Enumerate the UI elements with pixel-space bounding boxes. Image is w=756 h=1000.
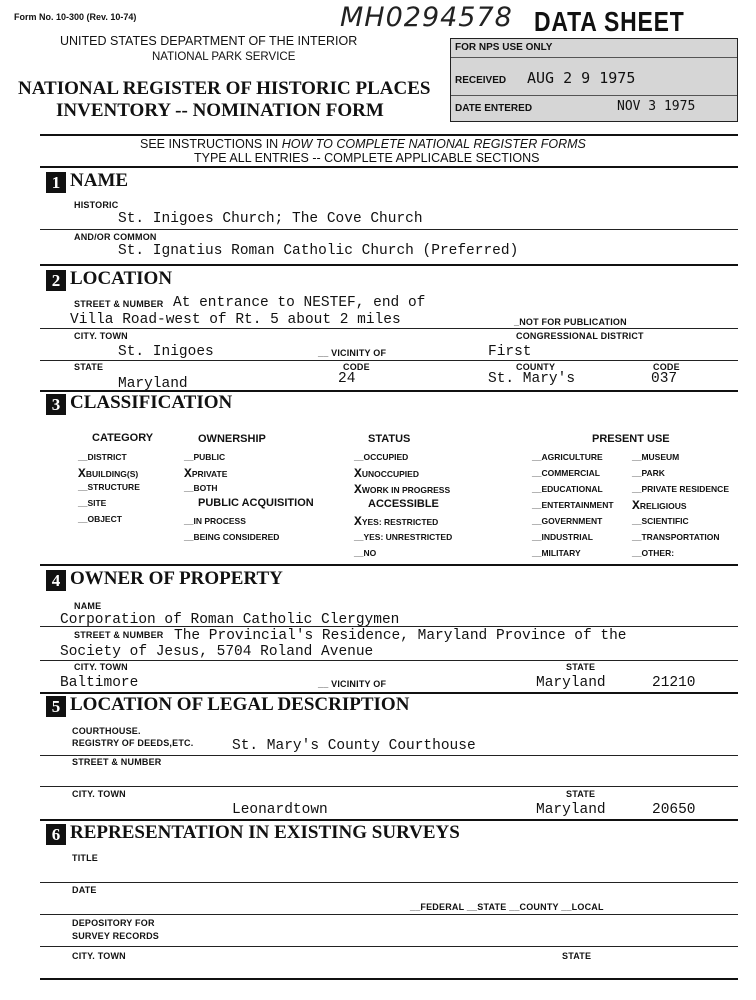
survey-levels: __FEDERAL __STATE __COUNTY __LOCAL — [410, 902, 604, 912]
section-3-title: CLASSIFICATION — [70, 392, 233, 413]
form-title-line2: INVENTORY -- NOMINATION FORM — [56, 100, 384, 121]
accessible-no[interactable]: __NO — [354, 548, 377, 558]
public-acquisition-being-considered[interactable]: __BEING CONSIDERED — [184, 532, 280, 542]
courthouse-label-2: REGISTRY OF DEEDS,ETC. — [72, 738, 194, 748]
location-state-label: STATE — [74, 362, 104, 372]
location-city-label: CITY. TOWN — [74, 331, 128, 341]
category-district[interactable]: __DISTRICT — [78, 452, 127, 462]
use-park[interactable]: __PARK — [632, 468, 665, 478]
owner-street-value-1: The Provincial's Residence, Maryland Province of the — [174, 628, 627, 644]
accessible-yes-restricted[interactable]: XYES: RESTRICTED — [354, 514, 439, 529]
nps-use-stamp-box — [450, 38, 738, 122]
instructions-line2: TYPE ALL ENTRIES -- COMPLETE APPLICABLE SECTIONS — [194, 151, 540, 165]
status-occupied[interactable]: __OCCUPIED — [354, 452, 409, 462]
use-industrial[interactable]: __INDUSTRIAL — [532, 532, 593, 542]
ownership-heading: OWNERSHIP — [198, 433, 266, 445]
checked-mark: X — [354, 514, 362, 529]
category-object[interactable]: __OBJECT — [78, 514, 122, 524]
use-scientific[interactable]: __SCIENTIFIC — [632, 516, 689, 526]
owner-street-value-2: Society of Jesus, 5704 Roland Avenue — [60, 644, 374, 660]
survey-date-label: DATE — [72, 885, 97, 895]
legal-zip-value: 20650 — [652, 802, 696, 818]
legal-city-value: Leonardtown — [232, 802, 328, 818]
date-entered-value: NOV 3 1975 — [617, 99, 696, 114]
ownership-private[interactable]: XPRIVATE — [184, 466, 228, 481]
category-structure[interactable]: __STRUCTURE — [78, 482, 140, 492]
use-entertainment[interactable]: __ENTERTAINMENT — [532, 500, 614, 510]
location-state-value: Maryland — [118, 376, 188, 392]
section-2-number: 2 — [46, 270, 66, 291]
common-name-value: St. Ignatius Roman Catholic Church (Preferred) — [118, 243, 519, 259]
status-unoccupied[interactable]: XUNOCCUPIED — [354, 466, 419, 481]
data-sheet-label: DATA SHEET — [534, 6, 685, 37]
checked-mark: X — [632, 498, 640, 513]
accessible-yes-unrestricted[interactable]: __YES: UNRESTRICTED — [354, 532, 453, 542]
ownership-both[interactable]: __BOTH — [184, 483, 218, 493]
public-acquisition-heading: PUBLIC ACQUISITION — [198, 497, 314, 509]
ownership-public[interactable]: __PUBLIC — [184, 452, 226, 462]
owner-city-value: Baltimore — [60, 675, 139, 691]
owner-zip-value: 21210 — [652, 675, 696, 691]
section-4-title: OWNER OF PROPERTY — [70, 568, 283, 589]
historic-name-value: St. Inigoes Church; The Cove Church — [118, 211, 423, 227]
checked-mark: X — [354, 466, 362, 481]
use-agriculture[interactable]: __AGRICULTURE — [532, 452, 603, 462]
section-6-title: REPRESENTATION IN EXISTING SURVEYS — [70, 822, 460, 843]
use-private-residence[interactable]: __PRIVATE RESIDENCE — [632, 484, 729, 494]
service-name: NATIONAL PARK SERVICE — [152, 51, 296, 63]
section-5-number: 5 — [46, 696, 66, 717]
location-code-value: 24 — [338, 371, 356, 387]
owner-vicinity-label: __ VICINITY OF — [318, 679, 387, 689]
owner-street-label: STREET & NUMBER — [74, 630, 164, 640]
use-transportation[interactable]: __TRANSPORTATION — [632, 532, 720, 542]
location-street-value-1: At entrance to NESTEF, end of — [173, 295, 426, 311]
accessible-heading: ACCESSIBLE — [368, 498, 439, 510]
depository-label-1: DEPOSITORY FOR — [72, 918, 155, 928]
courthouse-label-1: COURTHOUSE. — [72, 726, 141, 736]
section-1-number: 1 — [46, 172, 66, 193]
owner-state-label: STATE — [566, 662, 596, 672]
section-6-number: 6 — [46, 824, 66, 845]
department-name: UNITED STATES DEPARTMENT OF THE INTERIOR — [60, 34, 358, 48]
legal-state-label: STATE — [566, 789, 596, 799]
category-heading: CATEGORY — [92, 432, 154, 444]
location-street-value-2: Villa Road-west of Rt. 5 about 2 miles — [70, 312, 401, 328]
courthouse-value: St. Mary's County Courthouse — [232, 738, 476, 754]
handwritten-id: MH0294578 — [340, 2, 513, 33]
legal-state-value: Maryland — [536, 802, 606, 818]
use-other[interactable]: __OTHER: — [632, 548, 675, 558]
section-3-number: 3 — [46, 394, 66, 415]
checked-mark: X — [354, 482, 362, 497]
instructions-line1: SEE INSTRUCTIONS IN HOW TO COMPLETE NATIONAL REGISTER FORMS — [140, 137, 586, 151]
location-county-value: St. Mary's — [488, 371, 576, 387]
location-city-value: St. Inigoes — [118, 344, 214, 360]
present-use-heading: PRESENT USE — [592, 433, 670, 445]
use-commercial[interactable]: __COMMERCIAL — [532, 468, 601, 478]
not-for-publication-label: _NOT FOR PUBLICATION — [514, 317, 627, 327]
location-county-code-label: CODE — [653, 362, 680, 372]
location-street-label: STREET & NUMBER — [74, 299, 164, 309]
checked-mark: X — [184, 466, 192, 481]
use-museum[interactable]: __MUSEUM — [632, 452, 680, 462]
section-5-title: LOCATION OF LEGAL DESCRIPTION — [70, 694, 410, 715]
section-1-title: NAME — [70, 170, 129, 191]
use-military[interactable]: __MILITARY — [532, 548, 581, 558]
legal-city-label: CITY. TOWN — [72, 789, 126, 799]
form-number: Form No. 10-300 (Rev. 10-74) — [14, 12, 137, 22]
owner-city-label: CITY. TOWN — [74, 662, 128, 672]
received-label: RECEIVED — [455, 75, 507, 86]
owner-name-label: NAME — [74, 601, 102, 611]
location-code-label: CODE — [343, 362, 370, 372]
status-heading: STATUS — [368, 433, 411, 445]
owner-name-value: Corporation of Roman Catholic Clergymen — [60, 612, 400, 628]
survey-city-label: CITY. TOWN — [72, 951, 126, 961]
owner-state-value: Maryland — [536, 675, 606, 691]
section-4-number: 4 — [46, 570, 66, 591]
congressional-district-label: CONGRESSIONAL DISTRICT — [516, 331, 644, 341]
category-site[interactable]: __SITE — [78, 498, 107, 508]
location-vicinity-label: __ VICINITY OF — [318, 348, 387, 358]
location-county-label: COUNTY — [516, 362, 556, 372]
survey-state-label: STATE — [562, 951, 592, 961]
depository-label-2: SURVEY RECORDS — [72, 931, 159, 941]
use-religious[interactable]: XRELIGIOUS — [632, 498, 687, 513]
congressional-district-value: First — [488, 344, 532, 360]
location-county-code-value: 037 — [651, 371, 678, 387]
section-2-title: LOCATION — [70, 268, 173, 289]
use-government[interactable]: __GOVERNMENT — [532, 516, 603, 526]
legal-street-label: STREET & NUMBER — [72, 757, 162, 767]
form-title-line1: NATIONAL REGISTER OF HISTORIC PLACES — [18, 78, 431, 99]
date-entered-label: DATE ENTERED — [455, 103, 533, 114]
checked-mark: X — [78, 466, 86, 481]
public-acquisition-in-process[interactable]: __IN PROCESS — [184, 516, 246, 526]
historic-label: HISTORIC — [74, 200, 119, 210]
survey-title-label: TITLE — [72, 853, 98, 863]
common-label: AND/OR COMMON — [74, 232, 157, 242]
category-buildings[interactable]: XBUILDING(S) — [78, 466, 139, 481]
received-date: AUG 2 9 1975 — [527, 69, 636, 87]
use-educational[interactable]: __EDUCATIONAL — [532, 484, 603, 494]
nps-use-label: FOR NPS USE ONLY — [455, 42, 553, 53]
status-work-in-progress[interactable]: XWORK IN PROGRESS — [354, 482, 451, 497]
